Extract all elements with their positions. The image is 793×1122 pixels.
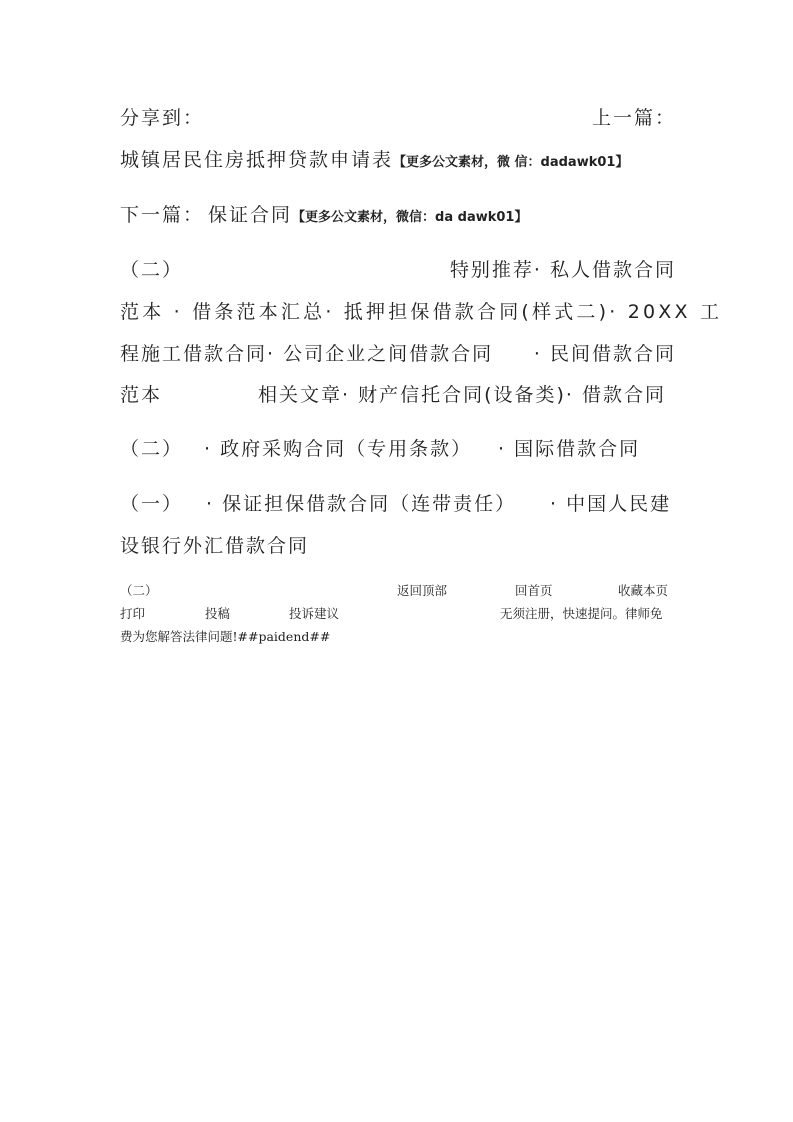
related-link-ccb-cont[interactable]: 设银行外汇借款合同 [120, 535, 310, 557]
recommend-link-1[interactable]: 特别推荐· 私人借款合同 [449, 259, 676, 281]
related-tag-1: （一） [120, 493, 184, 515]
related-tag-2: （二） [120, 438, 184, 460]
related-link-gov[interactable]: · 政府采购合同（专用条款） [204, 438, 473, 460]
footer-promo-row [120, 628, 676, 646]
recommend-link-4[interactable]: · 民间借款合同 [533, 343, 676, 365]
related-link-intl[interactable]: · 国际借款合同 [498, 438, 641, 460]
recommend-line-4-left: 范本 [120, 384, 163, 406]
ask-lawyer-link[interactable]: 无须注册，快速提问。律师免 [500, 606, 663, 621]
prev-article-note: 【更多公文素材，微 信：dadawk01】 [393, 155, 629, 170]
back-to-top-link[interactable]: 返回顶部 [397, 583, 448, 598]
related-link-guarantee[interactable]: · 保证担保借款合同（连带责任） [206, 493, 517, 515]
home-link[interactable]: 回首页 [515, 583, 553, 598]
share-row [120, 106, 676, 130]
submit-link[interactable]: 投稿 [205, 606, 231, 621]
complaint-link[interactable]: 投诉建议 [289, 606, 340, 621]
print-link[interactable]: 打印 [120, 606, 146, 621]
next-label: 下一篇： [120, 204, 205, 226]
related-line-7 [120, 534, 676, 558]
recommend-tag: （二） [120, 259, 184, 281]
prev-article-row [120, 148, 676, 175]
prev-article-link[interactable]: 城镇居民住房抵押贷款申请表 [120, 149, 394, 171]
recommend-line-1 [120, 258, 676, 282]
favorite-link[interactable]: 收藏本页 [618, 583, 669, 598]
recommend-link-3[interactable]: 程施工借款合同· 公司企业之间借款合同 [120, 343, 494, 365]
recommend-line-3 [120, 342, 676, 366]
footer-tag: （二） [120, 583, 158, 598]
share-label: 分享到： [120, 107, 205, 129]
prev-label: 上一篇： [591, 107, 676, 129]
next-article-note: 【更多公文素材，微信：da dawk01】 [292, 210, 528, 225]
related-link-ccb[interactable]: · 中国人民建 [550, 493, 672, 515]
related-links[interactable]: 相关文章· 财产信托合同(设备类)· 借款合同 [258, 384, 666, 406]
next-article-link[interactable]: 保证合同 [208, 204, 293, 226]
recommend-line-4 [120, 383, 666, 407]
recommend-line-2 [120, 300, 723, 324]
next-article-row [120, 203, 676, 230]
recommend-link-2[interactable]: 范本 · 借条范本汇总· 抵押担保借款合同(样式二)· 20XX 工 [120, 301, 723, 323]
footer-promo-text: 费为您解答法律问题!##paidend## [120, 629, 331, 644]
